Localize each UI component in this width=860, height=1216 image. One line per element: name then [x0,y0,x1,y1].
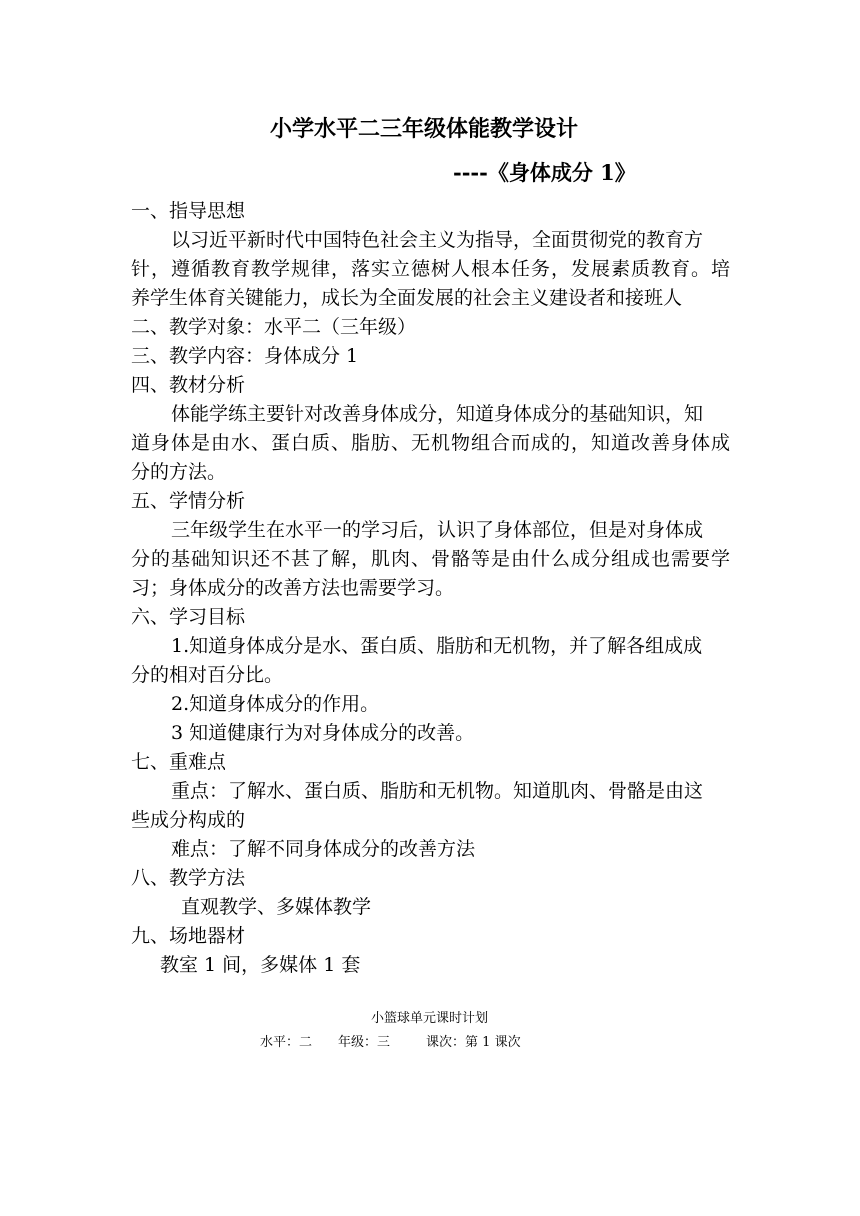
section-heading-5: 五、学情分析 [131,490,246,512]
paragraph-line: 些成分构成的 [131,809,246,831]
footer-level: 水平：二 [260,1035,313,1050]
paragraph-line: 道身体是由水、蛋白质、脂肪、无机物组合而成的，知道改善身体成 [131,432,730,454]
paragraph-line: 1.知道身体成分是水、蛋白质、脂肪和无机物，并了解各组成成 [171,635,703,657]
paragraph-line: 2.知道身体成分的作用。 [171,693,380,715]
paragraph-line: 分的相对百分比。 [131,664,284,686]
paragraph-line: 直观教学、多媒体教学 [181,896,372,918]
paragraph-line: 养学生体育关键能力，成长为全面发展的社会主义建设者和接班人 [131,287,683,309]
footer-grade: 年级：三 [338,1035,391,1050]
paragraph-line: 分的方法。 [131,461,227,483]
footer-info [260,1035,521,1051]
section-heading-8: 八、教学方法 [131,867,246,889]
paragraph-line: 重点：了解水、蛋白质、脂肪和无机物。知道肌肉、骨骼是由这 [171,780,704,802]
section-heading-3: 三、教学内容：身体成分 1 [131,345,359,367]
section-heading-7: 七、重难点 [131,751,227,773]
paragraph-line: 体能学练主要针对改善身体成分，知道身体成分的基础知识，知 [171,403,704,425]
document-title: 小学水平二三年级体能教学设计 [270,116,579,142]
paragraph-line: 难点：了解不同身体成分的改善方法 [171,838,476,860]
paragraph-line: 三年级学生在水平一的学习后，认识了身体部位，但是对身体成 [171,519,704,541]
paragraph-line: 以习近平新时代中国特色社会主义为指导，全面贯彻党的教育方 [171,229,704,251]
footer-title: 小篮球单元课时计划 [371,1011,489,1026]
paragraph-line: 针，遵循教育教学规律，落实立德树人根本任务，发展素质教育。培 [131,258,730,280]
document-subtitle: ----《身体成分 1》 [453,160,636,185]
paragraph-line: 习；身体成分的改善方法也需要学习。 [131,577,455,599]
paragraph-line: 分的基础知识还不甚了解，肌肉、骨骼等是由什么成分组成也需要学 [131,548,730,570]
section-heading-6: 六、学习目标 [131,606,246,628]
paragraph-line: 3 知道健康行为对身体成分的改善。 [171,722,475,744]
footer-lesson: 课次：第 1 课次 [426,1035,521,1050]
section-heading-9: 九、场地器材 [131,925,246,947]
section-heading-2: 二、教学对象：水平二（三年级） [131,316,417,338]
paragraph-line: 教室 1 间，多媒体 1 套 [160,954,361,976]
section-heading-4: 四、教材分析 [131,374,246,396]
section-heading-1: 一、指导思想 [131,200,246,222]
